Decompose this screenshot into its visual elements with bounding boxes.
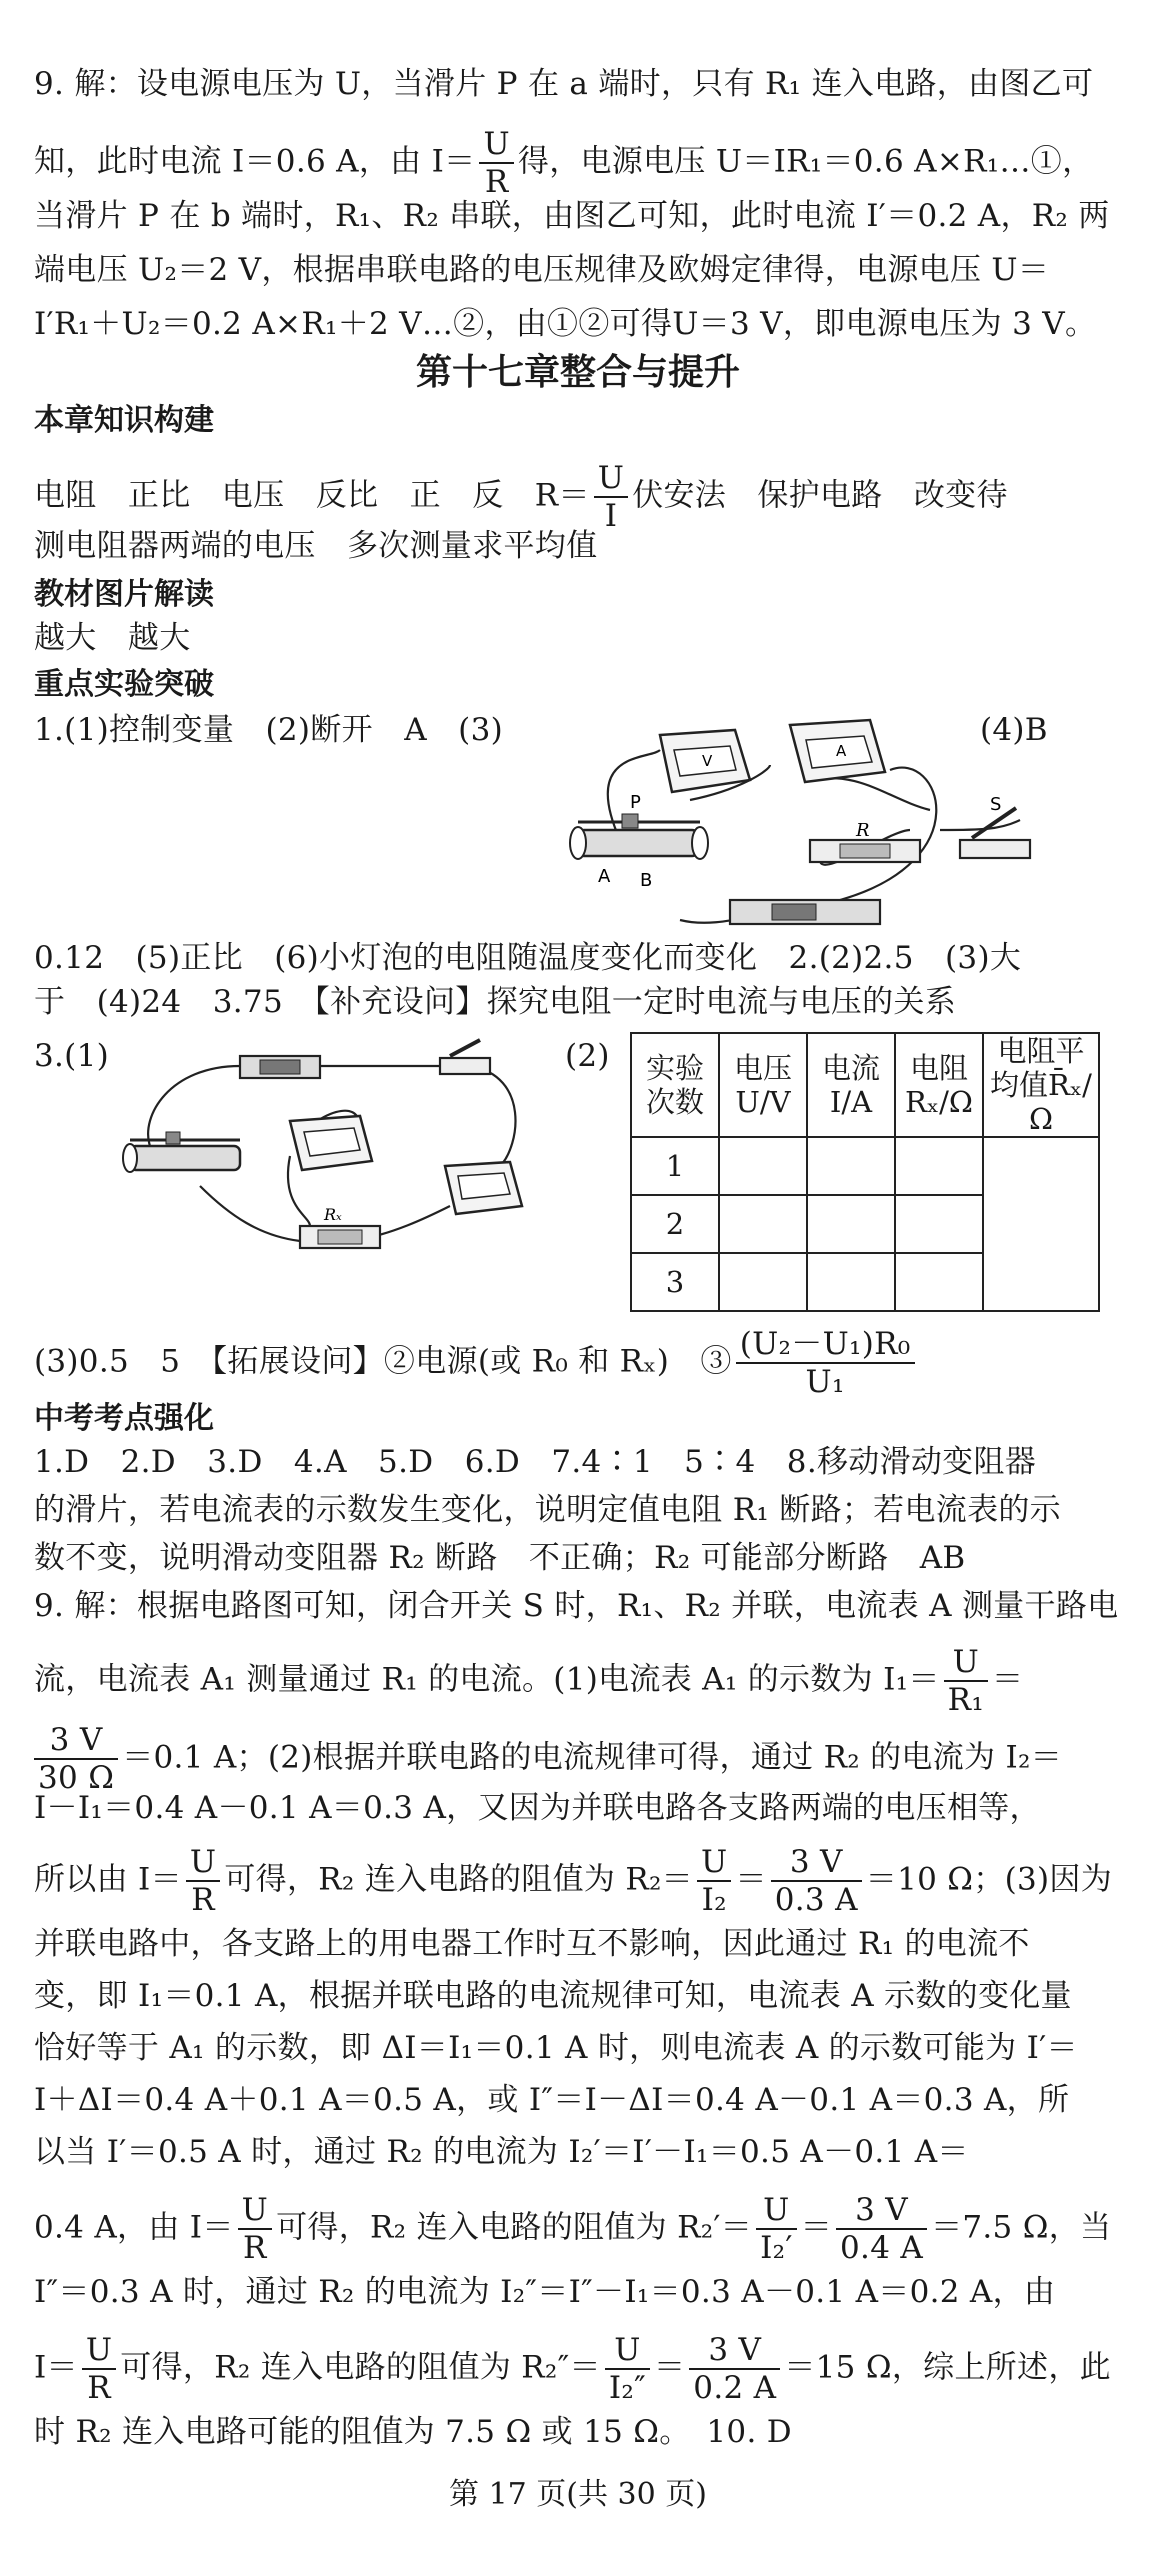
table-cell: 3: [631, 1253, 719, 1311]
battery: [240, 1056, 320, 1078]
text-line: 电阻 正比 电压 反比 正 反 R＝ $\frac{U}{I}$ 伏安法 保护电路 改变待: [34, 460, 1008, 534]
fraction: $\frac{3 V}{0.2 A}$: [689, 2332, 780, 2406]
resistor-rx: [300, 1205, 380, 1248]
fraction: $\frac{\text{(U₂－U₁)R₀}}{\text{U₁}}$: [736, 1326, 915, 1400]
circuit-diagram-1: [560, 710, 1060, 940]
ammeter-label: A: [836, 742, 847, 760]
ammeter: [790, 720, 885, 782]
voltmeter: [290, 1116, 372, 1170]
table-header: 电压U/V: [719, 1033, 807, 1137]
slider-label: P: [630, 792, 641, 813]
text-line: 知，此时电流 I＝0.6 A，由 I＝ $\frac{U}{R}$ 得，电源电压 U＝IR₁＝0.6 A×R₁…①，: [34, 126, 1094, 200]
text-line: I″＝0.3 A 时，通过 R₂ 的电流为 I₂″＝I″－I₁＝0.3 A－0.1 A＝0.2 A，由: [34, 2274, 1056, 2310]
wire: [200, 1186, 300, 1241]
section-heading: 中考考点强化: [34, 1401, 214, 1436]
text-line: I′R₁＋U₂＝0.2 A×R₁＋2 V…②，由①②可得U＝3 V，即电源电压为 3 V。: [34, 306, 1097, 342]
fraction: $\frac{U}{\text{R₁}}$: [944, 1644, 988, 1718]
section-heading: 重点实验突破: [34, 667, 214, 702]
fraction: $\frac{U}{R}$: [186, 1844, 220, 1918]
voltmeter: [660, 730, 750, 792]
wire: [810, 778, 930, 810]
text-line: (4)B: [980, 712, 1048, 748]
resistor-label: Rₓ: [324, 1205, 342, 1224]
text-line: I＝ $\frac{U}{R}$ 可得，R₂ 连入电路的阻值为 R₂″＝ $\frac{U}{\text{I₂″}}$ ＝ $\frac{3 V}{0.2 A}$ ＝15 Ω，综上所述，此: [34, 2332, 1111, 2406]
text-line: 1.(1)控制变量 (2)断开 A (3): [34, 712, 503, 748]
fraction: $\frac{U}{\text{I₂′}}$: [756, 2192, 797, 2266]
text-line: 当滑片 P 在 b 端时，R₁、R₂ 串联，由图乙可知，此时电流 I′＝0.2 A，R₂ 两: [34, 198, 1110, 234]
table-cell: 1: [631, 1137, 719, 1195]
fraction: $\frac{3 V}{0.3 A}$: [771, 1844, 862, 1918]
switch: [440, 1040, 490, 1074]
ammeter: [445, 1162, 522, 1214]
data-table: [630, 1032, 1100, 1312]
resistor-label: R: [856, 820, 870, 841]
text-line: 所以由 I＝ $\frac{U}{R}$ 可得，R₂ 连入电路的阻值为 R₂＝ $\frac{U}{\text{I₂}}$ ＝ $\frac{3 V}{0.3 A}$ ＝10 Ω；(3)因为: [34, 1844, 1113, 1918]
text-line: 9. 解：根据电路图可知，闭合开关 S 时，R₁、R₂ 并联，电流表 A 测量干路电: [34, 1588, 1119, 1624]
table-header: 电阻平均值R̄ₓ/Ω: [983, 1033, 1099, 1137]
table-cell: 2: [631, 1195, 719, 1253]
terminal-b-label: B: [640, 870, 653, 891]
text-line: I－I₁＝0.4 A－0.1 A＝0.3 A，又因为并联电路各支路两端的电压相等，: [34, 1790, 1041, 1826]
wire: [940, 820, 1020, 830]
table-header: 电阻Rₓ/Ω: [895, 1033, 983, 1137]
table-header: 实验次数: [631, 1033, 719, 1137]
fraction: $\frac{U}{\text{I₂}}$: [697, 1844, 731, 1918]
text-line: 3.(1): [34, 1038, 109, 1074]
text-line: 的滑片，若电流表的示数发生变化，说明定值电阻 R₁ 断路；若电流表的示: [34, 1492, 1061, 1528]
circuit-diagram-2: [110, 1036, 550, 1266]
text-line: 变，即 I₁＝0.1 A，根据并联电路的电流规律可知，电流表 A 示数的变化量: [34, 1978, 1072, 2014]
table-header: 电流I/A: [807, 1033, 895, 1137]
fraction: $\frac{U}{I}$: [594, 460, 628, 534]
text-line: 测电阻器两端的电压 多次测量求平均值: [34, 528, 598, 564]
fraction: $\frac{3 V}{30 \Omega}$: [34, 1722, 118, 1796]
text-line: 恰好等于 A₁ 的示数，即 ΔI＝I₁＝0.1 A 时，则电流表 A 的示数可能为 I′＝: [34, 2030, 1078, 2066]
page-footer: 第 17 页(共 30 页): [449, 2477, 707, 2512]
text-line: 并联电路中，各支路上的用电器工作时互不影响，因此通过 R₁ 的电流不: [34, 1926, 1030, 1962]
text-line: 数不变，说明滑动变阻器 R₂ 断路 不正确；R₂ 可能部分断路 AB: [34, 1540, 966, 1576]
battery: [730, 900, 880, 924]
terminal-a-label: A: [598, 866, 611, 887]
text-line: 流，电流表 A₁ 测量通过 R₁ 的电流。(1)电流表 A₁ 的示数为 I₁＝ $\frac{U}{\text{R₁}}$ ＝: [34, 1644, 1024, 1718]
switch: [960, 794, 1030, 858]
text-line: $\frac{3 V}{30 \Omega}$ ＝0.1 A；(2)根据并联电路的电流规律可得，通过 R₂ 的电流为 I₂＝: [34, 1722, 1062, 1796]
fraction: $\frac{U}{\text{I₂″}}$: [605, 2332, 650, 2406]
text-line: 以当 I′＝0.5 A 时，通过 R₂ 的电流为 I₂′＝I′－I₁＝0.5 A－0.1 A＝: [34, 2134, 969, 2170]
voltmeter-label: V: [702, 752, 713, 770]
rheostat: [123, 1132, 240, 1172]
wire: [840, 768, 936, 900]
fraction: $\frac{U}{R}$: [479, 126, 513, 200]
text-line: 1.D 2.D 3.D 4.A 5.D 6.D 7.4∶1 5∶4 8.移动滑动变阻器: [34, 1444, 1037, 1480]
text-line: 于 (4)24 3.75 【补充设问】探究电阻一定时电流与电压的关系: [34, 984, 957, 1020]
text-line: 9. 解：设电源电压为 U，当滑片 P 在 a 端时，只有 R₁ 连入电路，由图乙可: [34, 66, 1094, 102]
text-line: (3)0.5 5 【拓展设问】②电源(或 R₀ 和 Rₓ) ③ $\frac{\text{(U₂－U₁)R₀}}{\text{U₁}}$: [34, 1326, 919, 1400]
rheostat: [570, 792, 708, 891]
wire: [470, 1066, 515, 1166]
text-line: 0.12 (5)正比 (6)小灯泡的电阻随温度变化而变化 2.(2)2.5 (3)大: [34, 940, 1022, 976]
text-line: I＋ΔI＝0.4 A＋0.1 A＝0.5 A，或 I″＝I－ΔI＝0.4 A－0.1 A＝0.3 A，所: [34, 2082, 1070, 2118]
text-line: (2): [565, 1038, 610, 1074]
chapter-title: 第十七章整合与提升: [415, 352, 740, 393]
text-line: 越大 越大: [34, 620, 191, 656]
resistor: [810, 820, 920, 862]
text-line: 时 R₂ 连入电路可能的阻值为 7.5 Ω 或 15 Ω。 10. D: [34, 2414, 792, 2450]
fraction: $\frac{3 V}{0.4 A}$: [836, 2192, 927, 2266]
text-line: 端电压 U₂＝2 V，根据串联电路的电压规律及欧姆定律得，电源电压 U＝: [34, 252, 1050, 288]
switch-label: S: [990, 794, 1002, 815]
section-heading: 本章知识构建: [34, 403, 214, 438]
wire: [148, 1066, 240, 1146]
section-heading: 教材图片解读: [34, 577, 214, 612]
text-line: 0.4 A，由 I＝ $\frac{U}{R}$ 可得，R₂ 连入电路的阻值为 R₂′＝ $\frac{U}{\text{I₂′}}$ ＝ $\frac{3 V}{0.4 A}$ ＝7.5 Ω，当: [34, 2192, 1112, 2266]
fraction: $\frac{U}{R}$: [238, 2192, 272, 2266]
fraction: $\frac{U}{R}$: [82, 2332, 116, 2406]
